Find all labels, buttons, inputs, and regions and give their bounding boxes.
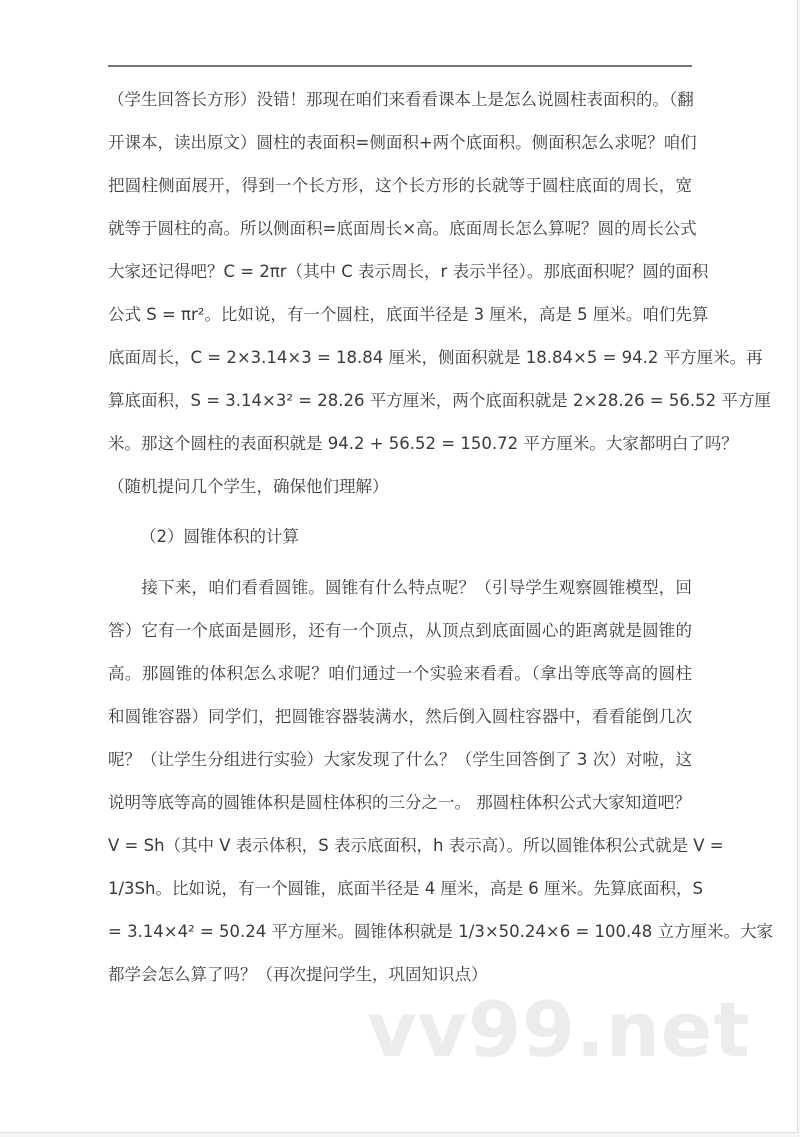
text-line: 开课本，读出原文）圆柱的表面积=侧面积+两个底面积。侧面积怎么求呢？咱们 (108, 133, 697, 152)
text-line: 大家还记得吧？C = 2πr（其中 C 表示周长，r 表示半径）。那底面积呢？圆的面积 (108, 262, 709, 281)
text-line: 呢？（让学生分组进行实验）大家发现了什么？（学生回答倒了 3 次）对啦，这 (108, 750, 692, 769)
text-line: 都学会怎么算了吗？（再次提问学生，巩固知识点） (108, 965, 488, 984)
text-line: V = Sh（其中 V 表示体积，S 表示底面积，h 表示高）。所以圆锥体积公式就是 V = (108, 836, 724, 855)
text-line: = 3.14×4² = 50.24 平方厘米。圆锥体积就是 1/3×50.24×6 = 100.48 立方厘米。大家 (108, 922, 774, 941)
text-line: 和圆锥容器）同学们，把圆锥容器装满水，然后倒入圆柱容器中，看看能倒几次 (108, 707, 692, 726)
text-line: 答）它有一个底面是圆形，还有一个顶点，从顶点到底面圆心的距离就是圆锥的 (108, 621, 692, 640)
text-line: 算底面积，S = 3.14×3² = 28.26 平方厘米，两个底面积就是 2×28.26 = 56.52 平方厘 (108, 391, 771, 410)
text-line: （学生回答长方形）没错！那现在咱们来看看课本上是怎么说圆柱表面积的。（翻 (108, 90, 694, 109)
text-line: 公式 S = πr²。比如说，有一个圆柱，底面半径是 3 厘米，高是 5 厘米。咱们先算 (108, 305, 709, 324)
text-line: （随机提问几个学生，确保他们理解） (108, 477, 389, 496)
watermark: vv99.net (367, 985, 751, 1074)
text-line: 高。那圆锥的体积怎么求呢？咱们通过一个实验来看看。（拿出等底等高的圆柱 (108, 664, 692, 683)
text-line: 就等于圆柱的高。所以侧面积=底面周长×高。底面周长怎么算呢？圆的周长公式 (108, 219, 697, 238)
text-line: 把圆柱侧面展开，得到一个长方形，这个长方形的长就等于圆柱底面的周长，宽 (108, 176, 692, 195)
text-line: 米。那这个圆柱的表面积就是 94.2 + 56.52 = 150.72 平方厘米。大家都明白了吗？ (108, 434, 738, 453)
text-line: 说明等底等高的圆锥体积是圆柱体积的三分之一。 那圆柱体积公式大家知道吧？ (108, 793, 691, 812)
text-line: 底面周长，C = 2×3.14×3 = 18.84 厘米，侧面积就是 18.84×5 = 94.2 平方厘米。再 (108, 348, 763, 367)
text-line: 接下来，咱们看看圆锥。圆锥有什么特点呢？（引导学生观察圆锥模型，回 (108, 578, 692, 597)
text-line: 1/3Sh。比如说，有一个圆锥，底面半径是 4 厘米，高是 6 厘米。先算底面积，S (108, 879, 703, 898)
header-rule (108, 65, 692, 67)
section-heading: （2）圆锥体积的计算 (140, 527, 299, 546)
